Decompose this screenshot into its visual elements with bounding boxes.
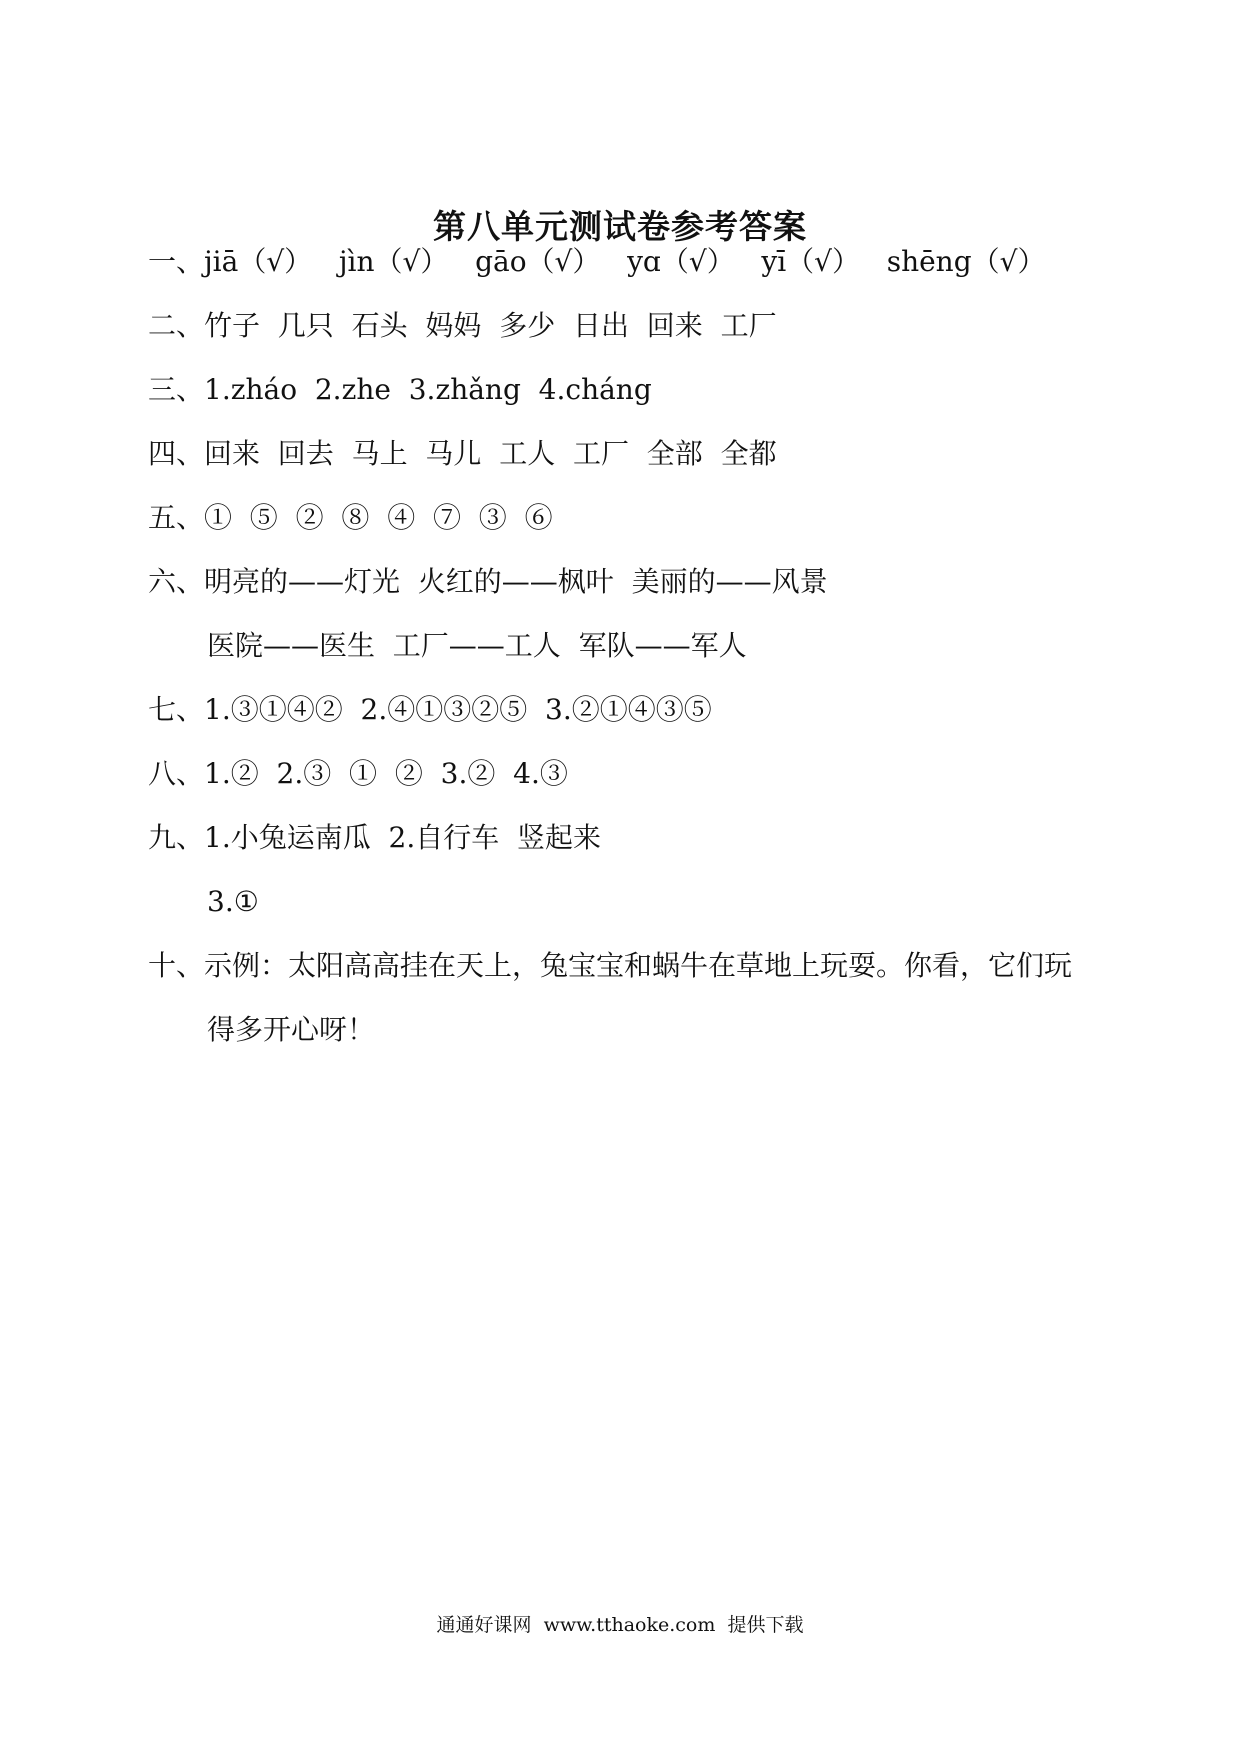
answer-line-7: 七、1.③①④② 2.④①③②⑤ 3.②①④③⑤	[148, 693, 712, 726]
answer-line-8: 八、1.② 2.③ ① ② 3.② 4.③	[148, 757, 568, 790]
answer-line-4: 四、回来 回去 马上 马儿 工人 工厂 全部 全都	[148, 437, 777, 470]
answer-line-1: 一、jiā（√） jìn（√） gāo（√） yɑ（√） yī（√） shēng（√）	[148, 245, 1046, 278]
answer-line-5: 五、① ⑤ ② ⑧ ④ ⑦ ③ ⑥	[148, 501, 553, 534]
answer-line-9-continued: 3.①	[207, 885, 259, 918]
answer-line-6-continued: 医院——医生 工厂——工人 军队——军人	[207, 629, 747, 662]
answer-line-3: 三、1.zháo 2.zhe 3.zhǎng 4.cháng	[148, 373, 652, 406]
answer-line-10-continued: 得多开心呀！	[207, 1013, 376, 1046]
answer-line-2: 二、竹子 几只 石头 妈妈 多少 日出 回来 工厂	[148, 309, 777, 342]
answer-line-10: 十、示例：太阳高高挂在天上，兔宝宝和蜗牛在草地上玩耍。你看，它们玩	[148, 949, 1073, 982]
answer-line-6: 六、明亮的——灯光 火红的——枫叶 美丽的——风景	[148, 565, 828, 598]
answer-line-9: 九、1.小兔运南瓜 2.自行车 竖起来	[148, 821, 602, 854]
page-title: 第八单元测试卷参考答案	[433, 207, 807, 246]
footer-credit: 通通好课网 www.tthaoke.com 提供下载	[436, 1614, 804, 1636]
